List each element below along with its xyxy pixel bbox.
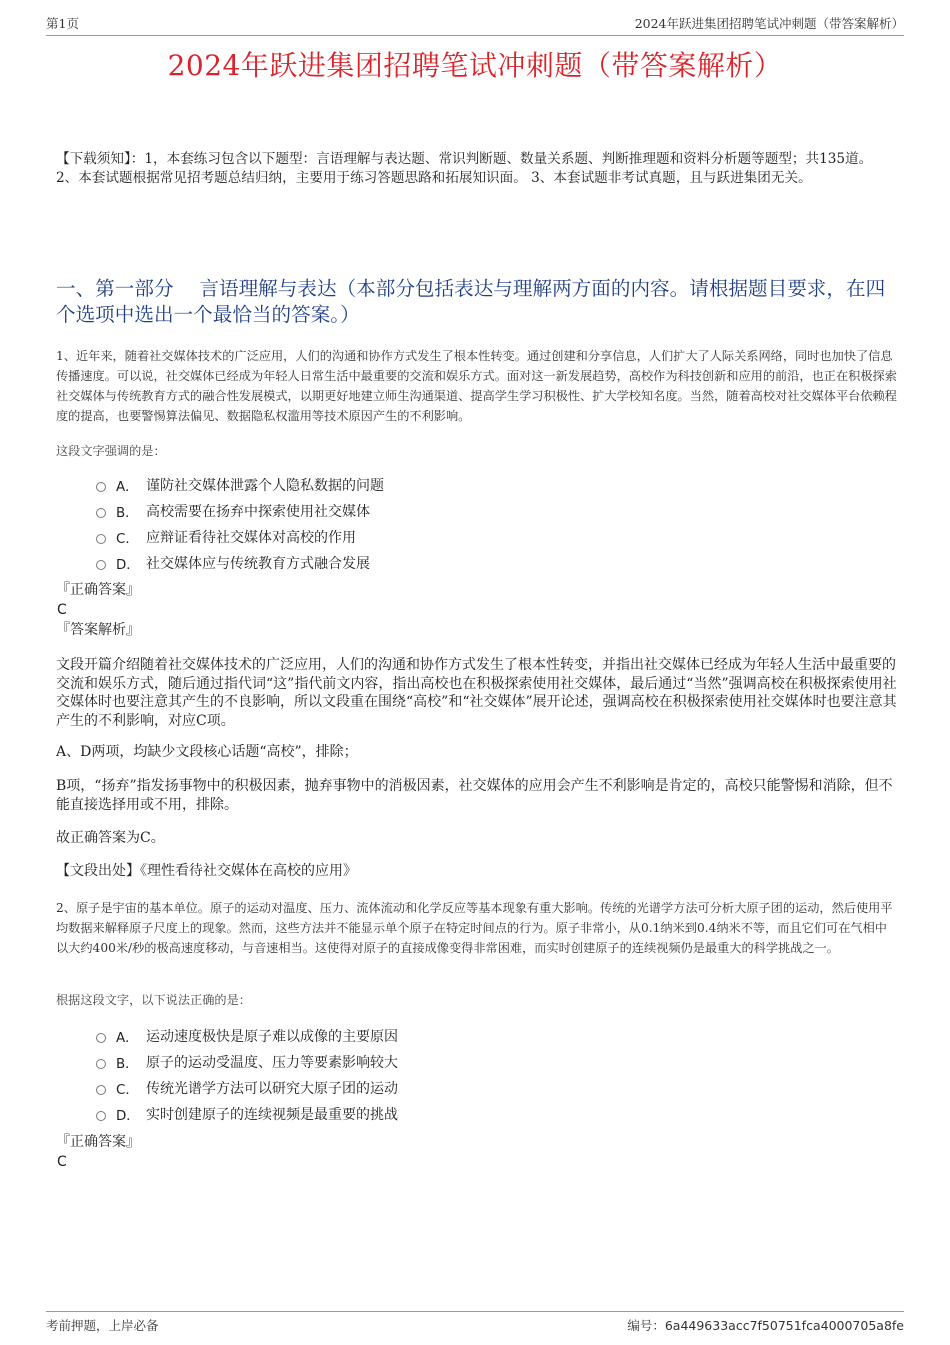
option-letter: A． xyxy=(116,1030,139,1046)
correct-answer-label: 『正确答案』 xyxy=(56,1134,140,1150)
option-text: 实时创建原子的连续视频是最重要的挑战 xyxy=(146,1107,398,1123)
question-2-answer xyxy=(56,1132,140,1172)
option-d[interactable] xyxy=(96,550,384,576)
option-c[interactable] xyxy=(96,1075,398,1101)
option-text: 谨防社交媒体泄露个人隐私数据的问题 xyxy=(146,478,384,494)
option-b[interactable] xyxy=(96,1049,398,1075)
question-1-stem: 1、近年来，随着社交媒体技术的广泛应用，人们的沟通和协作方式发生了根本性转变。通过创建和分享信息，人们扩大了人际关系网络，同时也加快了信息传播速度。可以说，社交媒体已经成为年轻人日常生活中最重要的交流和娱乐方式。面对这一新发展趋势，高校作为科技创新和应用的前沿，也正在积极探索社交媒体与传统教育方式的融合性发展模式，以期更好地建立师生沟通渠道、提高学生学习积极性、扩大学校知名度。当然，随着高校对社交媒体平台依赖程度的提高，也要警惕算法偏见、数据隐私权滥用等技术原因产生的不利影响。 xyxy=(56,349,897,423)
page-header xyxy=(46,14,904,36)
analysis-paragraph: 故正确答案为C。 xyxy=(56,830,165,846)
radio-icon[interactable] xyxy=(96,1033,106,1043)
option-d[interactable] xyxy=(96,1101,398,1127)
download-notice: 【下载须知】：1，本套练习包含以下题型：言语理解与表达题、常识判断题、数量关系题、判断推理题和资料分析题等题型；共135道。 2、本套试题根据常见招考题总结归纳，主要用于练习答题思路和拓展知识面。 3、本套试题非考试真题，且与跃进集团无关。 xyxy=(56,151,873,186)
radio-icon[interactable] xyxy=(96,482,106,492)
section-title: 一、第一部分 言语理解与表达（本部分包括表达与理解两方面的内容。请根据题目要求，在四个选项中选出一个最恰当的答案。） xyxy=(56,277,886,326)
option-b[interactable] xyxy=(96,498,384,524)
option-text: 运动速度极快是原子难以成像的主要原因 xyxy=(146,1029,398,1045)
page-number: 第1页 xyxy=(46,16,79,31)
option-letter: C． xyxy=(116,531,139,547)
option-letter: C． xyxy=(116,1082,139,1098)
radio-icon[interactable] xyxy=(96,1111,106,1121)
footer-id-label: 编号： xyxy=(627,1318,665,1333)
option-text: 原子的运动受温度、压力等要素影响较大 xyxy=(146,1055,398,1071)
question-1-answer xyxy=(56,580,140,640)
option-c[interactable] xyxy=(96,524,384,550)
footer-doc-id xyxy=(627,1316,904,1334)
document-title: 2024年跃进集团招聘笔试冲刺题（带答案解析） xyxy=(167,49,783,82)
analysis-label: 『答案解析』 xyxy=(56,622,140,638)
option-letter: D． xyxy=(116,557,140,573)
option-letter: A． xyxy=(116,479,139,495)
radio-icon[interactable] xyxy=(96,508,106,518)
footer-slogan: 考前押题，上岸必备 xyxy=(46,1318,159,1333)
question-2-prompt: 根据这段文字，以下说法正确的是： xyxy=(56,993,251,1007)
question-2-options xyxy=(96,1023,398,1127)
correct-answer-value: C xyxy=(57,1154,67,1170)
option-letter: B． xyxy=(116,1056,139,1072)
footer-id-code: 6a449633acc7f50751fca4000705a8fe xyxy=(664,1318,904,1333)
radio-icon[interactable] xyxy=(96,1085,106,1095)
option-a[interactable] xyxy=(96,472,384,498)
question-1-options xyxy=(96,472,384,576)
option-letter: D． xyxy=(116,1108,140,1124)
passage-source: 【文段出处】《理性看待社交媒体在高校的应用》 xyxy=(56,863,357,879)
radio-icon[interactable] xyxy=(96,1059,106,1069)
option-text: 社交媒体应与传统教育方式融合发展 xyxy=(146,556,370,572)
radio-icon[interactable] xyxy=(96,534,106,544)
page-footer xyxy=(46,1311,904,1334)
option-letter: B． xyxy=(116,505,139,521)
question-2-stem: 2、原子是宇宙的基本单位。原子的运动对温度、压力、流体流动和化学反应等基本现象有重大影响。传统的光谱学方法可分析大原子团的运动，然后使用平均数据来解释原子尺度上的现象。然而，这些方法并不能显示单个原子在特定时间点的行为。原子非常小，从0.1纳米到0.4纳米不等，而且它们可在气相中以大约400米/秒的极高速度移动，与音速相当。这使得对原子的直接成像变得非常困难，而实时创建原子的连续视频仍是最重大的科学挑战之一。 xyxy=(56,901,893,955)
option-text: 应辩证看待社交媒体对高校的作用 xyxy=(146,530,356,546)
correct-answer-value: C xyxy=(57,602,67,618)
option-a[interactable] xyxy=(96,1023,398,1049)
radio-icon[interactable] xyxy=(96,560,106,570)
analysis-paragraph: A、D两项，均缺少文段核心话题“高校”，排除； xyxy=(56,744,358,760)
question-1-prompt: 这段文字强调的是： xyxy=(56,444,166,458)
analysis-paragraph: 文段开篇介绍随着社交媒体技术的广泛应用，人们的沟通和协作方式发生了根本性转变，并指出社交媒体已经成为年轻人生活中最重要的交流和娱乐方式，随后通过指代词“这”指代前文内容，指出高校也在积极探索使用社交媒体，最后通过“当然”强调高校在积极探索使用社交媒体时也要注意其产生的不良影响，所以文段重在围绕“高校”和“社交媒体”展开论述，强调高校在积极探索使用社交媒体时也要注意其产生的不利影响，对应C项。 xyxy=(56,657,897,729)
correct-answer-label: 『正确答案』 xyxy=(56,582,140,598)
option-text: 传统光谱学方法可以研究大原子团的运动 xyxy=(146,1081,398,1097)
analysis-paragraph: B项，“扬弃”指发扬事物中的积极因素，抛弃事物中的消极因素，社交媒体的应用会产生不利影响是肯定的，高校只能警惕和消除，但不能直接选择用或不用，排除。 xyxy=(56,778,893,813)
option-text: 高校需要在扬弃中探索使用社交媒体 xyxy=(146,504,370,520)
header-doc-title: 2024年跃进集团招聘笔试冲刺题（带答案解析） xyxy=(634,16,904,31)
